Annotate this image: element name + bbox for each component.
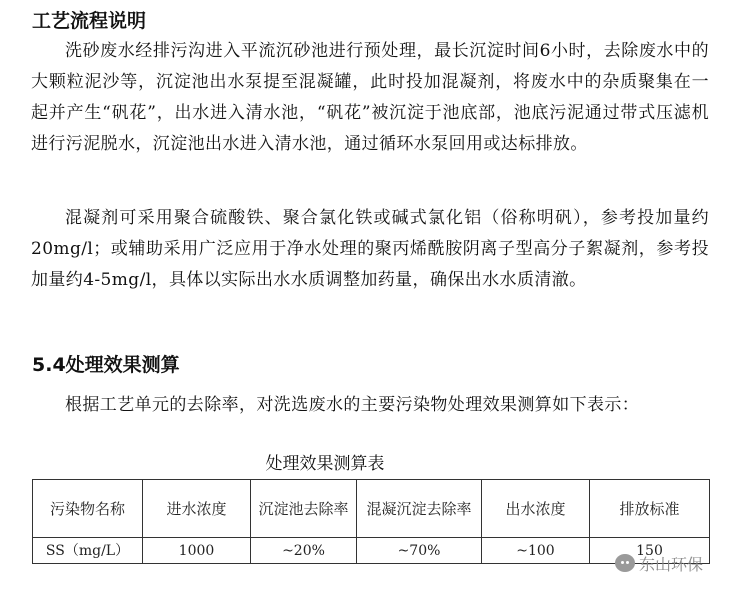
section-heading-process: 工艺流程说明	[32, 10, 147, 32]
section-heading-calc: 5.4处理效果测算	[32, 354, 180, 376]
cell-pollutant: SS（mg/L）	[33, 538, 143, 564]
table-header-row	[33, 480, 710, 538]
table-row	[33, 538, 710, 564]
cell-standard: 150	[590, 538, 710, 564]
cell-inflow: 1000	[143, 538, 251, 564]
table-caption: 处理效果测算表	[265, 454, 385, 474]
process-paragraph-2: 混凝剂可采用聚合硫酸铁、聚合氯化铁或碱式氯化铝（俗称明矾），参考投加量约20mg/l；或辅助采用广泛应用于净水处理的聚丙烯酰胺阴离子型高分子絮凝剂，参考投加量约4-5mg/l，具体以实际出水水质调整加药量，确保出水水质清澈。	[31, 208, 709, 290]
cell-coagulation-removal: ~70%	[357, 538, 482, 564]
header-coagulation-removal: 混凝沉淀去除率	[357, 480, 482, 538]
watermark	[615, 551, 703, 575]
wechat-icon	[615, 554, 635, 572]
process-paragraph-1: 洗砂废水经排污沟进入平流沉砂池进行预处理，最长沉淀时间6小时，去除废水中的大颗粒泥沙等，沉淀池出水泵提至混凝罐，此时投加混凝剂，将废水中的杂质聚集在一起并产生“矾花”，出水进入清水池，“矾花”被沉淀于池底部，池底污泥通过带式压滤机进行污泥脱水，沉淀池出水进入清水池，通过循环水泵回用或达标排放。	[31, 41, 709, 154]
header-sedimentation-removal: 沉淀池去除率	[251, 480, 357, 538]
header-inflow: 进水浓度	[143, 480, 251, 538]
calc-intro: 根据工艺单元的去除率，对洗选废水的主要污染物处理效果测算如下表示：	[65, 395, 640, 415]
header-outflow: 出水浓度	[482, 480, 590, 538]
cell-sedimentation-removal: ~20%	[251, 538, 357, 564]
watermark-text: 东山环保	[639, 554, 704, 574]
cell-outflow: ~100	[482, 538, 590, 564]
header-standard: 排放标准	[590, 480, 710, 538]
header-pollutant: 污染物名称	[33, 480, 143, 538]
effect-table	[32, 479, 710, 564]
